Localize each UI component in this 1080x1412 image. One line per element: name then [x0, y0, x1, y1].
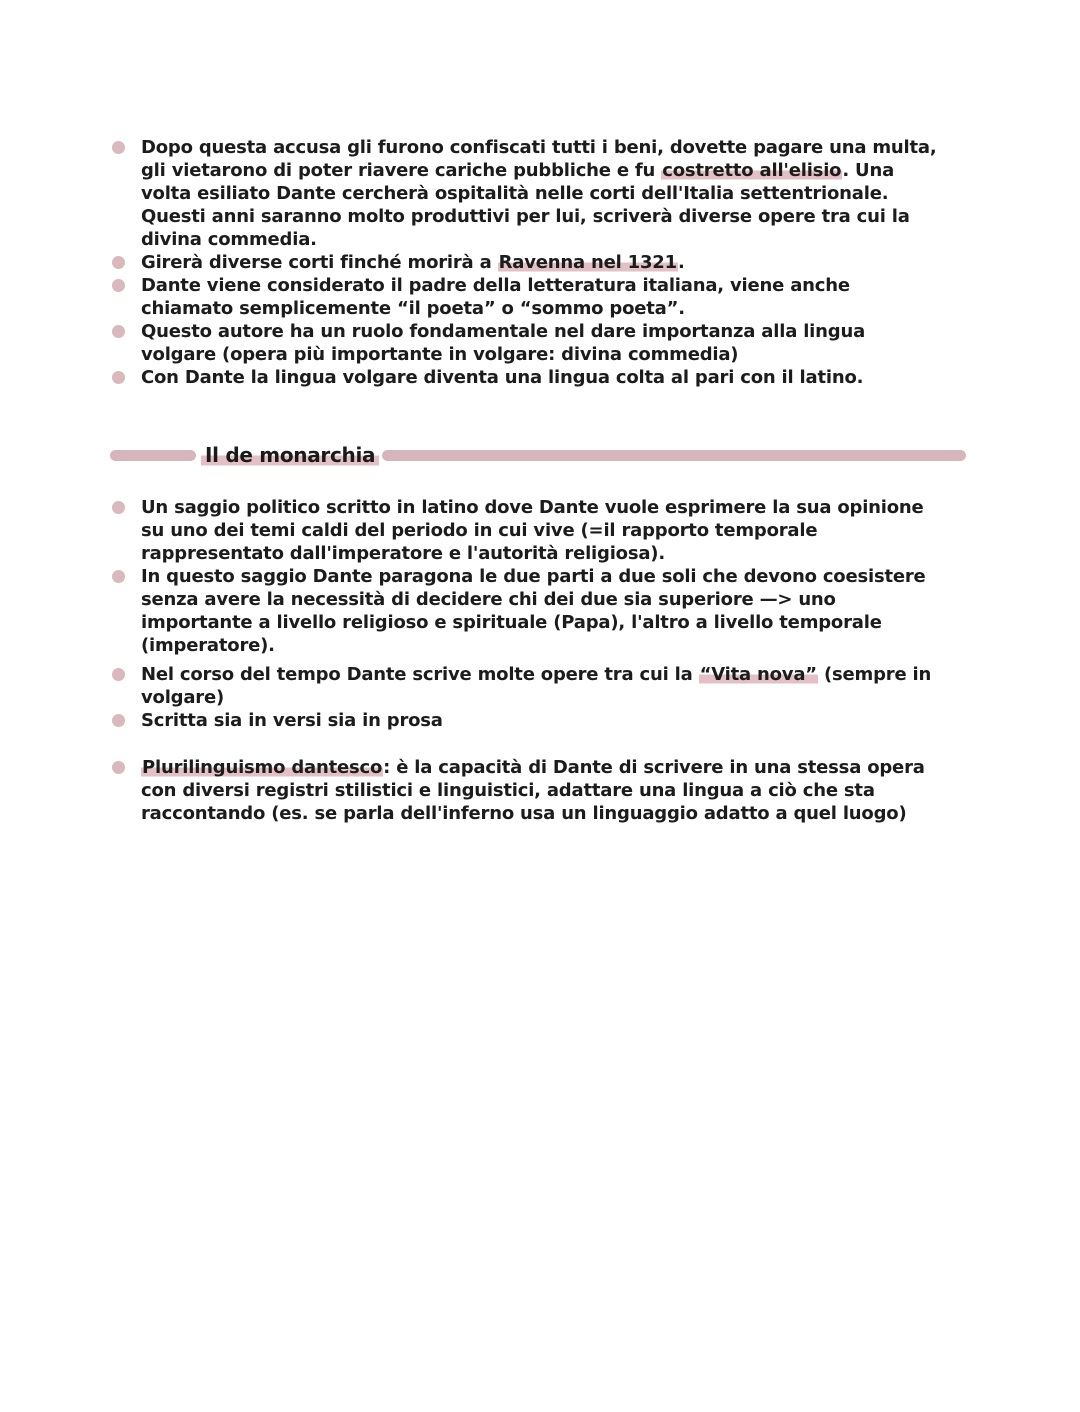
works-bullet-list	[110, 663, 940, 732]
plurilinguismo-bullet-list	[110, 756, 940, 825]
item-text: Girerà diverse corti finché morirà a	[141, 252, 498, 273]
list-item	[110, 565, 940, 657]
bullet-dot-icon	[112, 325, 125, 338]
highlighted-text: Plurilinguismo dantesco	[142, 757, 383, 778]
list-item	[110, 709, 940, 732]
list-item	[110, 274, 940, 320]
item-text: Scritta sia in versi sia in prosa	[141, 710, 443, 731]
highlighted-text: Ravenna nel 1321	[498, 252, 677, 273]
list-item	[110, 320, 940, 366]
list-item	[110, 496, 940, 565]
bullet-dot-icon	[112, 141, 125, 154]
list-item	[110, 136, 940, 251]
heading-decor-bar	[382, 450, 966, 461]
section-heading	[110, 442, 966, 468]
list-item	[110, 663, 940, 709]
bullet-dot-icon	[112, 714, 125, 727]
item-text: Un saggio politico scritto in latino dove Dante vuole esprimere la sua opinione su uno dei temi caldi del periodo in cui vive (=il rapporto temporale rappresentato dall'imperatore e l'autorità religiosa).	[141, 497, 924, 564]
bullet-dot-icon	[112, 761, 125, 774]
item-text: .	[677, 252, 685, 273]
item-text: In questo saggio Dante paragona le due parti a due soli che devono coesistere senza avere la necessità di decidere chi dei due sia superiore —> uno importante a livello religioso e spirituale (Papa), l'altro a livello temporale (imperatore).	[141, 566, 926, 656]
bullet-dot-icon	[112, 570, 125, 583]
heading-title: Il de monarchia	[201, 442, 379, 468]
item-text: : è la capacità di Dante di scrivere in una stessa opera con diversi registri stilistici e linguistici, adattare una lingua a ciò che sta raccontando (es. se parla dell'inferno usa un linguaggio adatto a quel luogo)	[141, 757, 925, 824]
item-text: Con Dante la lingua volgare diventa una lingua colta al pari con il latino.	[141, 367, 864, 388]
bullet-dot-icon	[112, 668, 125, 681]
item-text: Questo autore ha un ruolo fondamentale nel dare importanza alla lingua volgare (opera più importante in volgare: divina commedia)	[141, 321, 866, 365]
list-item	[110, 366, 940, 389]
item-text: (sempre in volgare)	[141, 664, 932, 708]
biography-bullet-list	[110, 136, 940, 389]
monarchia-bullet-list	[110, 496, 940, 657]
bullet-dot-icon	[112, 279, 125, 292]
highlighted-text: costretto all'elisio	[662, 160, 842, 181]
list-item	[110, 251, 940, 274]
bullet-dot-icon	[112, 501, 125, 514]
item-text: . Una volta esiliato Dante cercherà ospitalità nelle corti dell'Italia settentrionale. Questi anni saranno molto produttivi per lui, scriverà diverse opere tra cui la divina commedia.	[141, 160, 910, 250]
item-text: Dante viene considerato il padre della letteratura italiana, viene anche chiamato semplicemente “il poeta” o “sommo poeta”.	[141, 275, 850, 319]
bullet-dot-icon	[112, 371, 125, 384]
list-item	[110, 756, 940, 825]
item-text: Dopo questa accusa gli furono confiscati tutti i beni, dovette pagare una multa, gli vietarono di poter riavere cariche pubbliche e fu	[141, 137, 937, 181]
item-text: Nel corso del tempo Dante scrive molte opere tra cui la	[141, 664, 699, 685]
highlighted-text: “Vita nova”	[699, 664, 817, 685]
bullet-dot-icon	[112, 256, 125, 269]
heading-decor-bar	[110, 450, 196, 461]
